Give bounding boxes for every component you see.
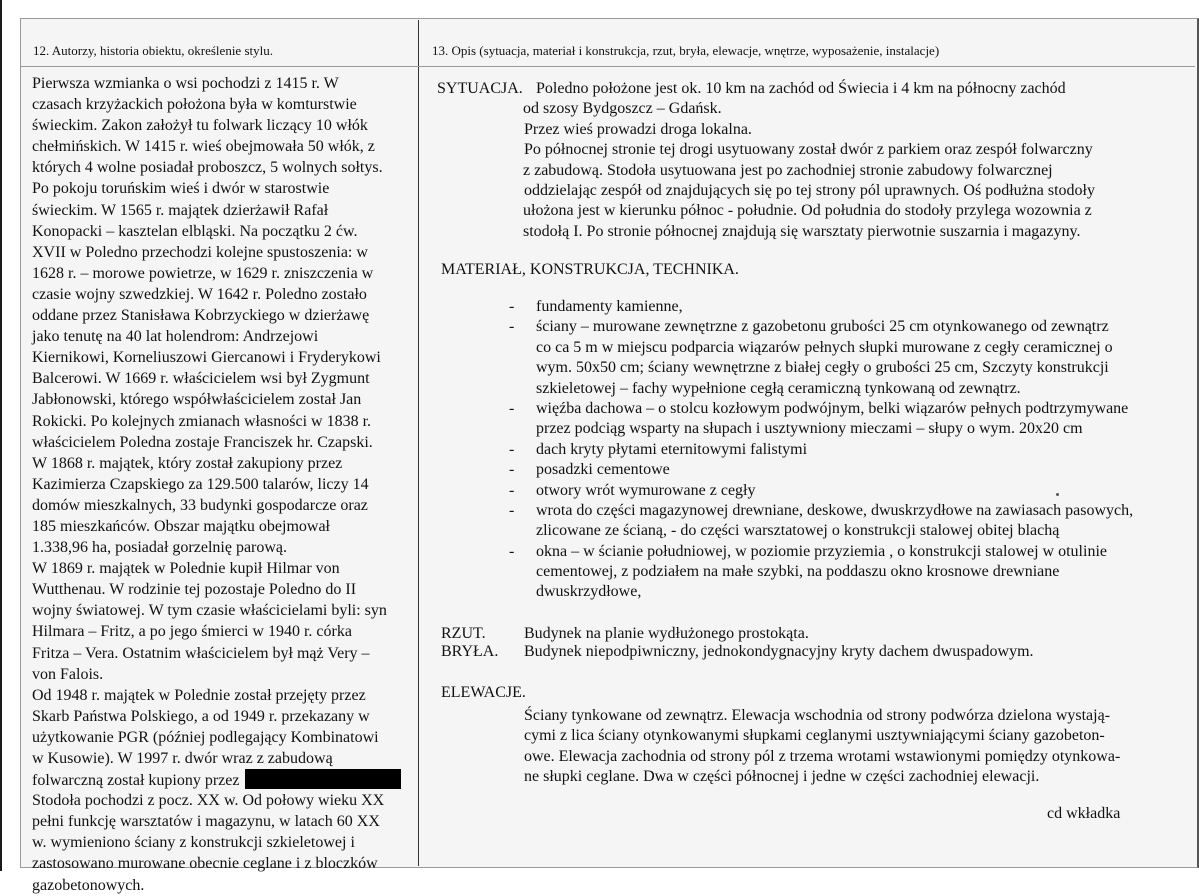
history-line: Stodoła pochodzi z pocz. XX w. Od połowy wieku XX [32,792,385,810]
bullet-dash: - [509,318,515,336]
elewacje-line: cymi z lica ściany otynkowanymi słupkami ceglanymi usztywniającymi ściany gazobeton- [524,727,1105,745]
history-line: wojny światowej. W tym czasie właścicielami byli: syn [32,602,387,620]
elewacje-line: ne słupki ceglane. Dwa w części północnej i jedne w części zachodniej elewacji. [524,768,1040,786]
history-line: czasie wojny szwedzkiej. W 1642 r. Poledno zostało [32,285,367,303]
history-line: w Kusowie). W 1997 r. dwór wraz z zabudową [32,750,333,767]
history-line: czasach krzyżackich położona była w komturstwie [32,96,357,114]
header-rule [21,66,1195,67]
history-line: W 1868 r. majątek, który został zakupiony przez [32,454,343,472]
material-label: MATERIAŁ, KONSTRUKCJA, TECHNIKA. [441,261,739,278]
material-item-line: szkieletowej – fachy wypełnione cegłą ceramiczną tynkowaną od zewnątrz. [536,379,1021,397]
material-item [509,297,1133,317]
material-item-line: wym. 50x50 cm; ściany wewnętrzne z białej cegły o grubości 25 cm, Szczyty konstrukcji [536,359,1109,377]
left-column-header: 12. Autorzy, historia obiektu, określenie stylu. [33,43,273,58]
history-line: Konopacki – kasztelan elbląski. Na początku 2 ćw. [32,222,358,240]
material-item-line: otwory wrót wymurowane z cegły [536,481,756,499]
situation-line: ułożona jest w kierunku północ - południe. Od południa do stodoły przylega wozownia z [523,202,1092,220]
history-line: oddane przez Stanisława Kobrzyckiego w dzierżawę [32,307,370,325]
bullet-dash: - [509,440,515,458]
bullet-dash: - [509,461,515,479]
history-line: W 1869 r. majątek w Polednie kupił Hilmar von [32,560,340,578]
history-line: w. wymieniono ściany z konstrukcji szkieletowej i [32,834,355,852]
situation-line: od szosy Bydgoszcz – Gdańsk. [523,100,722,118]
material-item-line: ściany – murowane zewnętrzne z gazobetonu grubości 25 cm otynkowanego od zewnątrz [536,318,1109,336]
history-line: jako tenutę na 40 lat holendrom: Andrzejowi [32,328,319,346]
column-divider [418,20,419,866]
material-item-line: dwuskrzydłowe, [536,583,642,601]
history-line: Rokicki. Po kolejnych zmianach własności w 1838 r. [32,412,372,430]
situation-line: Przez wieś prowadzi droga lokalna. [524,120,752,138]
history-line: chełmińskich. W 1415 r. wieś obejmowała 50 włók, z [32,138,375,156]
bullet-dash: - [509,399,515,417]
material-item-line: przez podciąg wsparty na słupach i usztywniony mieczami – słupy o wym. 20x20 cm [536,420,1083,438]
material-item [509,440,1133,460]
material-item-line: cementowej, z podziałem na małe szybki, na poddaszu okno krosnowe drewniane [536,563,1060,581]
history-line: Jabłonowski, którego współwłaścicielem został Jan [32,391,362,409]
material-list [509,297,1134,603]
situation-line: Po północnej stronie tej drogi usytuowany został dwór z parkiem oraz zespół folwarczny [524,141,1093,159]
continuation-note: cd wkładka [1047,805,1121,822]
bullet-dash: - [509,298,515,315]
scan-speck [1056,493,1059,496]
history-line: domów mieszkalnych, 33 budynki gospodarcze oraz [32,496,368,514]
history-line: zastosowano murowane obecnie ceglane i z bloczków [32,855,378,873]
bryla-text: Budynek niepodpiwniczny, jednokondygnacyjny kryty dachem dwuspadowym. [524,643,1034,660]
situation-text [523,99,1095,242]
material-item-line: fundamenty kamienne, [536,298,683,315]
elewacje-text [524,706,1120,788]
history-line: Wutthenau. W rodzinie tej pozostaje Poledno do II [32,581,357,599]
situation-label: SYTUACJA. [437,80,523,97]
material-item [509,317,1133,337]
history-line: świeckim. W 1565 r. majątek dzierżawił Rafał [32,201,329,219]
redaction-box [245,769,401,789]
history-line: Fritza – Vera. Ostatnim właścicielem był mąż Very – [32,644,370,662]
scan-edge [0,0,2,871]
material-item-line: wrota do części magazynowej drewniane, deskowe, dwuskrzydłowe na zawiasach pasowych, [536,501,1134,519]
rzut-text: Budynek na planie wydłużonego prostokąta. [524,625,809,642]
history-line: Od 1948 r. majątek w Polednie został przejęty przez [32,686,366,704]
history-line: 185 mieszkańców. Obszar majątku obejmował [32,517,330,535]
history-line: XVII w Poledno przechodzi kolejne spustoszenia: w [32,243,368,261]
elewacje-label: ELEWACJE. [441,684,526,701]
rzut-label: RZUT. [441,625,486,642]
history-line: użytkowanie PGR (później podlegający Kombinatowi [32,728,379,746]
material-item-line: posadzki cementowe [536,461,670,479]
material-item-line: co ca 5 m w miejscu podparcia wiązarów pełnych słupki murowane z cegły ceramicznej o [536,338,1113,356]
history-line: właścicielem Poledna zostaje Franciszek hr. Czapski. [32,433,373,451]
history-line: Kiernikowi, Korneliuszowi Giercanowi i Fryderykowi [32,349,381,367]
history-line: Po pokoju toruńskim wieś i dwór w starostwie [32,180,330,198]
elewacje-line: owe. Elewacja zachodnia od strony pól z trzema wrotami wstawionymi pomiędzy otynkowa- [524,747,1121,765]
history-line: których 4 wolne posiadał proboszcz, 5 wolnych sołtys. [32,159,383,177]
bullet-dash: - [509,481,515,499]
situation-first-line: Poledno położone jest ok. 10 km na zachód od Świecia i 4 km na północny zachód [536,80,1066,97]
situation-line: z zabudową. Stodoła usytuowana jest po zachodniej stronie zabudowy folwarcznej [523,161,1053,179]
material-item-line: więźba dachowa – o stolcu kozłowym podwójnym, belki wiązarów pełnych podtrzymywane [536,399,1129,417]
material-item-line: zlicowane ze ścianą, - do części warsztatowej o konstrukcji stalowej obitej blachą [536,522,1060,540]
history-line: Skarb Państwa Polskiego, a od 1949 r. przekazany w [32,707,370,725]
history-line: Balcerowi. W 1669 r. właścicielem wsi był Zygmunt [32,370,370,388]
history-line-text: folwarczną został kupiony przez [32,772,240,790]
situation-line: oddzielając zespół od znajdujących się po tej strony pól uprawnych. Oś podłużna stodoły [524,182,1095,200]
situation-line: stodołą I. Po stronie północnej znajdują się warsztaty pierwotnie suszarnia i magazyny. [523,222,1081,240]
history-line: Hilmara – Fritz, a po jego śmierci w 1940 r. córka [32,623,352,641]
material-item [509,481,1133,501]
material-item-line: okna – w ścianie południowej, w poziomie przyziemia , o konstrukcji stalowej w otulinie [536,542,1107,560]
bullet-dash: - [509,542,515,560]
history-line: 1.338,96 ha, posiadał gorzelnię parową. [32,539,288,557]
history-line-redacted [32,769,417,790]
material-item [509,542,1133,562]
history-line: 1628 r. – morowe powietrze, w 1629 r. zniszczenia w [32,264,374,282]
bryla-label: BRYŁA. [441,643,499,660]
history-line: Kazimierza Czapskiego za 129.500 talarów, liczy 14 [32,475,369,493]
history-line: Pierwsza wzmianka o wsi pochodzi z 1415 r. W [32,75,339,92]
material-item-line: dach kryty płytami eternitowymi falistymi [536,440,808,458]
material-item [509,501,1134,521]
right-column-header: 13. Opis (sytuacja, materiał i konstrukcja, rzut, bryła, elewacje, wnętrze, wyposażenie, instalacje) [432,43,940,58]
elewacje-line: Ściany tynkowane od zewnątrz. Elewacja wschodnia od strony podwórza dzielona wystają- [524,707,1111,724]
history-line: von Falois. [32,665,104,683]
history-line: pełni funkcję warsztatów i magazynu, w latach 60 XX [32,813,380,831]
material-item [509,399,1133,419]
material-item [509,460,1133,480]
history-line: świeckim. Zakon założył tu folwark liczący 10 włók [32,117,368,135]
history-text [32,73,417,896]
bullet-dash: - [509,501,515,519]
history-line: gazobetonowych. [32,876,145,894]
